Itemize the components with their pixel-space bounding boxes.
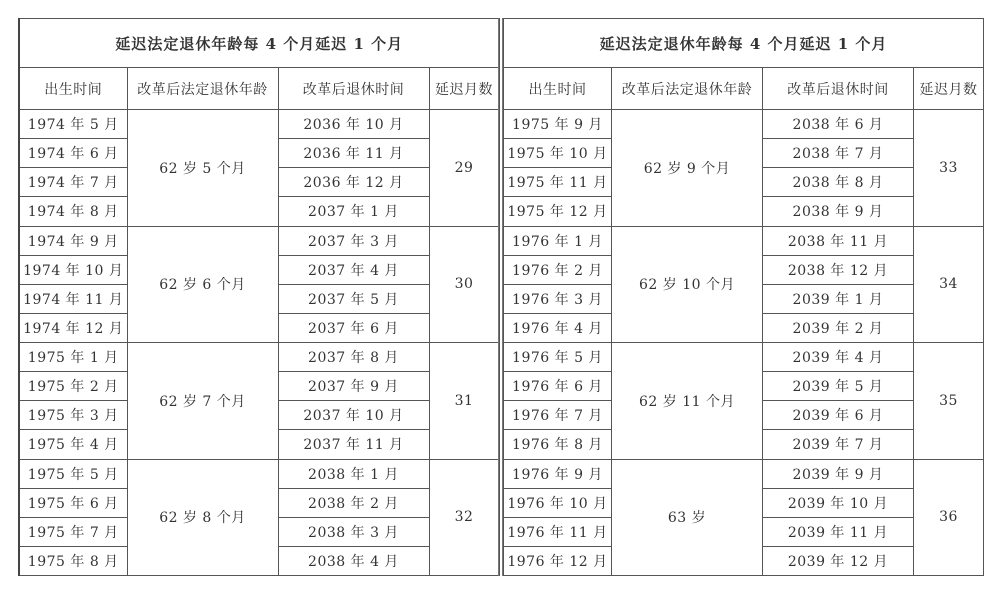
retirement-time-cell: 2038 年 12 月 [763, 255, 914, 284]
birth-time-cell: 1976 年 11 月 [504, 517, 612, 546]
table-row [504, 343, 984, 372]
header-birth-time: 出生时间 [504, 68, 612, 110]
delay-months-cell: 31 [429, 343, 499, 460]
retirement-time-cell: 2036 年 10 月 [278, 110, 429, 139]
table-title: 延迟法定退休年龄每 4 个月延迟 1 个月 [19, 19, 499, 68]
retirement-age-cell: 62 岁 8 个月 [127, 459, 278, 576]
retirement-time-cell: 2037 年 10 月 [278, 401, 429, 430]
header-retirement-time: 改革后退休时间 [278, 68, 429, 110]
retirement-time-cell: 2038 年 4 月 [278, 546, 429, 575]
retirement-time-cell: 2039 年 7 月 [763, 430, 914, 459]
birth-time-cell: 1976 年 7 月 [504, 401, 612, 430]
retirement-age-cell: 62 岁 9 个月 [612, 110, 763, 227]
birth-time-cell: 1976 年 1 月 [504, 226, 612, 255]
retirement-time-cell: 2038 年 2 月 [278, 488, 429, 517]
table-row [504, 110, 984, 139]
birth-time-cell: 1976 年 12 月 [504, 546, 612, 575]
retirement-time-cell: 2038 年 11 月 [763, 226, 914, 255]
birth-time-cell: 1975 年 7 月 [19, 517, 127, 546]
birth-time-cell: 1974 年 7 月 [19, 168, 127, 197]
retirement-time-cell: 2037 年 6 月 [278, 313, 429, 342]
table-row [19, 459, 499, 488]
birth-time-cell: 1975 年 10 月 [504, 139, 612, 168]
retirement-time-cell: 2039 年 1 月 [763, 284, 914, 313]
retirement-time-cell: 2037 年 3 月 [278, 226, 429, 255]
header-retirement-age: 改革后法定退休年龄 [612, 68, 763, 110]
birth-time-cell: 1975 年 5 月 [19, 459, 127, 488]
delay-months-cell: 33 [914, 110, 984, 227]
retirement-time-cell: 2038 年 9 月 [763, 197, 914, 226]
retirement-tables [18, 18, 983, 576]
retirement-time-cell: 2038 年 1 月 [278, 459, 429, 488]
retirement-time-cell: 2039 年 10 月 [763, 488, 914, 517]
table-row [504, 459, 984, 488]
retirement-time-cell: 2037 年 4 月 [278, 255, 429, 284]
table-row [19, 343, 499, 372]
retirement-time-cell: 2039 年 5 月 [763, 372, 914, 401]
header-retirement-age: 改革后法定退休年龄 [127, 68, 278, 110]
delay-months-cell: 32 [429, 459, 499, 576]
birth-time-cell: 1974 年 12 月 [19, 313, 127, 342]
retirement-time-cell: 2039 年 6 月 [763, 401, 914, 430]
retirement-time-cell: 2037 年 5 月 [278, 284, 429, 313]
header-delay-months: 延迟月数 [429, 68, 499, 110]
retirement-time-cell: 2037 年 11 月 [278, 430, 429, 459]
header-delay-months: 延迟月数 [914, 68, 984, 110]
retirement-time-cell: 2037 年 9 月 [278, 372, 429, 401]
header-retirement-time: 改革后退休时间 [763, 68, 914, 110]
birth-time-cell: 1975 年 1 月 [19, 343, 127, 372]
birth-time-cell: 1976 年 3 月 [504, 284, 612, 313]
retirement-time-cell: 2037 年 1 月 [278, 197, 429, 226]
retirement-time-cell: 2039 年 2 月 [763, 313, 914, 342]
retirement-time-cell: 2039 年 9 月 [763, 459, 914, 488]
retirement-age-cell: 62 岁 7 个月 [127, 343, 278, 460]
table-row [19, 226, 499, 255]
birth-time-cell: 1975 年 2 月 [19, 372, 127, 401]
retirement-table-left [18, 18, 500, 576]
retirement-time-cell: 2039 年 4 月 [763, 343, 914, 372]
birth-time-cell: 1976 年 10 月 [504, 488, 612, 517]
table-title: 延迟法定退休年龄每 4 个月延迟 1 个月 [504, 19, 984, 68]
retirement-time-cell: 2038 年 7 月 [763, 139, 914, 168]
table-row [19, 110, 499, 139]
retirement-time-cell: 2038 年 6 月 [763, 110, 914, 139]
birth-time-cell: 1975 年 11 月 [504, 168, 612, 197]
birth-time-cell: 1976 年 8 月 [504, 430, 612, 459]
retirement-time-cell: 2039 年 12 月 [763, 546, 914, 575]
birth-time-cell: 1976 年 2 月 [504, 255, 612, 284]
retirement-age-cell: 62 岁 6 个月 [127, 226, 278, 343]
birth-time-cell: 1975 年 3 月 [19, 401, 127, 430]
retirement-age-cell: 62 岁 5 个月 [127, 110, 278, 227]
birth-time-cell: 1974 年 10 月 [19, 255, 127, 284]
retirement-time-cell: 2038 年 8 月 [763, 168, 914, 197]
retirement-time-cell: 2039 年 11 月 [763, 517, 914, 546]
birth-time-cell: 1976 年 5 月 [504, 343, 612, 372]
retirement-time-cell: 2036 年 12 月 [278, 168, 429, 197]
retirement-table-right [503, 18, 984, 576]
header-birth-time: 出生时间 [19, 68, 127, 110]
birth-time-cell: 1974 年 8 月 [19, 197, 127, 226]
retirement-time-cell: 2036 年 11 月 [278, 139, 429, 168]
birth-time-cell: 1976 年 4 月 [504, 313, 612, 342]
birth-time-cell: 1974 年 11 月 [19, 284, 127, 313]
retirement-time-cell: 2038 年 3 月 [278, 517, 429, 546]
birth-time-cell: 1975 年 4 月 [19, 430, 127, 459]
birth-time-cell: 1974 年 6 月 [19, 139, 127, 168]
retirement-age-cell: 63 岁 [612, 459, 763, 576]
birth-time-cell: 1975 年 8 月 [19, 546, 127, 575]
retirement-age-cell: 62 岁 11 个月 [612, 343, 763, 460]
birth-time-cell: 1975 年 9 月 [504, 110, 612, 139]
delay-months-cell: 34 [914, 226, 984, 343]
table-row [504, 226, 984, 255]
birth-time-cell: 1976 年 6 月 [504, 372, 612, 401]
delay-months-cell: 35 [914, 343, 984, 460]
birth-time-cell: 1975 年 12 月 [504, 197, 612, 226]
birth-time-cell: 1974 年 5 月 [19, 110, 127, 139]
retirement-time-cell: 2037 年 8 月 [278, 343, 429, 372]
retirement-age-cell: 62 岁 10 个月 [612, 226, 763, 343]
delay-months-cell: 29 [429, 110, 499, 227]
birth-time-cell: 1974 年 9 月 [19, 226, 127, 255]
birth-time-cell: 1975 年 6 月 [19, 488, 127, 517]
delay-months-cell: 36 [914, 459, 984, 576]
birth-time-cell: 1976 年 9 月 [504, 459, 612, 488]
delay-months-cell: 30 [429, 226, 499, 343]
